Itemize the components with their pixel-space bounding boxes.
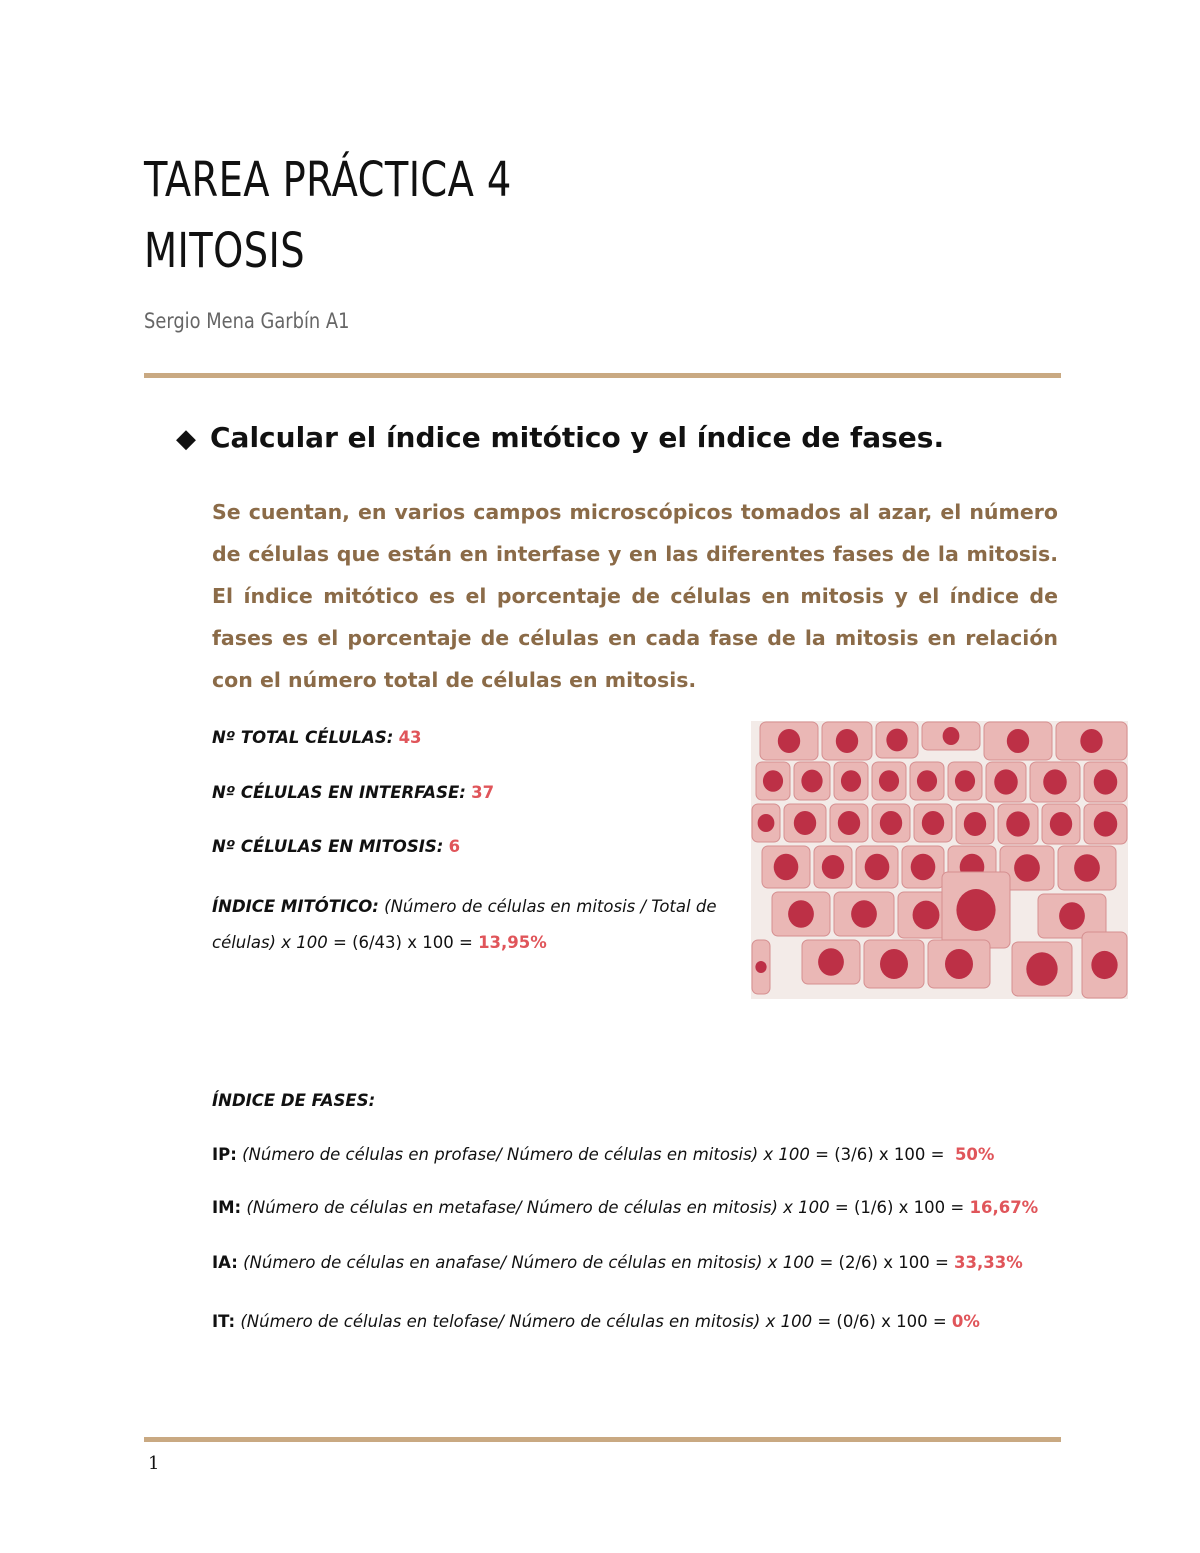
phase-result: 50%	[954, 1145, 995, 1164]
phase-result: 33,33%	[954, 1253, 1023, 1272]
mitotic-index-formula: (Número de células en mitosis / Total de células) x 100	[212, 897, 717, 952]
phase-formula: (Número de células en anafase/ Número de células en mitosis) x 100	[243, 1253, 815, 1272]
phase-row-profase	[212, 1144, 994, 1166]
footer-divider	[144, 1437, 1061, 1442]
phase-calc: = (1/6) x 100 =	[829, 1198, 970, 1217]
phase-key: IM:	[212, 1198, 242, 1217]
phase-row-metafase	[212, 1197, 1038, 1219]
section-heading	[176, 418, 944, 459]
phase-result: 0%	[951, 1312, 980, 1331]
phase-row-anafase	[212, 1252, 1023, 1274]
phase-index-label: ÍNDICE DE FASES:	[212, 1091, 376, 1110]
phase-formula: (Número de células en telofase/ Número de células en mitosis) x 100	[240, 1312, 813, 1331]
phase-row-telofase	[212, 1311, 980, 1333]
microscope-cells-image	[751, 721, 1128, 999]
intro-text: Se cuentan, en varios campos microscópicos tomados al azar, el número de células que están en interfase y en las diferentes fases de la mitosis. El índice mitótico es el porcentaje de células en mitosis y el índice de fases es el porcentaje de células en cada fase de la mitosis en relación con el número total de células en mitosis.	[212, 500, 1058, 692]
interfase-cells-line	[212, 782, 494, 804]
mitosis-cells-label: Nº CÉLULAS EN MITOSIS:	[212, 837, 444, 856]
mitotic-index-label: ÍNDICE MITÓTICO:	[212, 897, 379, 916]
phase-formula: (Número de células en metafase/ Número de células en mitosis) x 100	[246, 1198, 830, 1217]
mitosis-cells-line	[212, 836, 460, 858]
mitotic-index-block	[212, 889, 737, 961]
interfase-cells-value: 37	[471, 783, 495, 802]
phase-calc: = (0/6) x 100 =	[812, 1312, 952, 1331]
mitotic-index-result: 13,95%	[478, 933, 547, 952]
phase-key: IA:	[212, 1253, 238, 1272]
phase-result: 16,67%	[969, 1198, 1039, 1217]
phase-key: IT:	[212, 1312, 236, 1331]
author-line: Sergio Mena Garbín A1	[144, 309, 350, 333]
page-number: 1	[148, 1453, 160, 1474]
total-cells-value: 43	[398, 728, 422, 747]
phase-index-heading	[212, 1090, 375, 1112]
document-subtitle: MITOSIS	[144, 223, 306, 279]
phase-calc: = (3/6) x 100 =	[809, 1145, 955, 1164]
phase-formula: (Número de células en profase/ Número de células en mitosis) x 100	[242, 1145, 810, 1164]
total-cells-label: Nº TOTAL CÉLULAS:	[212, 728, 394, 747]
document-title: TAREA PRÁCTICA 4	[144, 152, 512, 208]
section-heading-text: Calcular el índice mitótico y el índice de fases.	[210, 421, 945, 454]
total-cells-line	[212, 727, 422, 749]
diamond-bullet-icon: ◆	[176, 424, 196, 454]
interfase-cells-label: Nº CÉLULAS EN INTERFASE:	[212, 783, 466, 802]
mitotic-index-calc: = (6/43) x 100 =	[327, 933, 479, 952]
header-divider	[144, 373, 1061, 378]
phase-key: IP:	[212, 1145, 237, 1164]
phase-calc: = (2/6) x 100 =	[814, 1253, 955, 1272]
intro-paragraph	[212, 491, 1058, 701]
mitosis-cells-value: 6	[448, 837, 461, 856]
